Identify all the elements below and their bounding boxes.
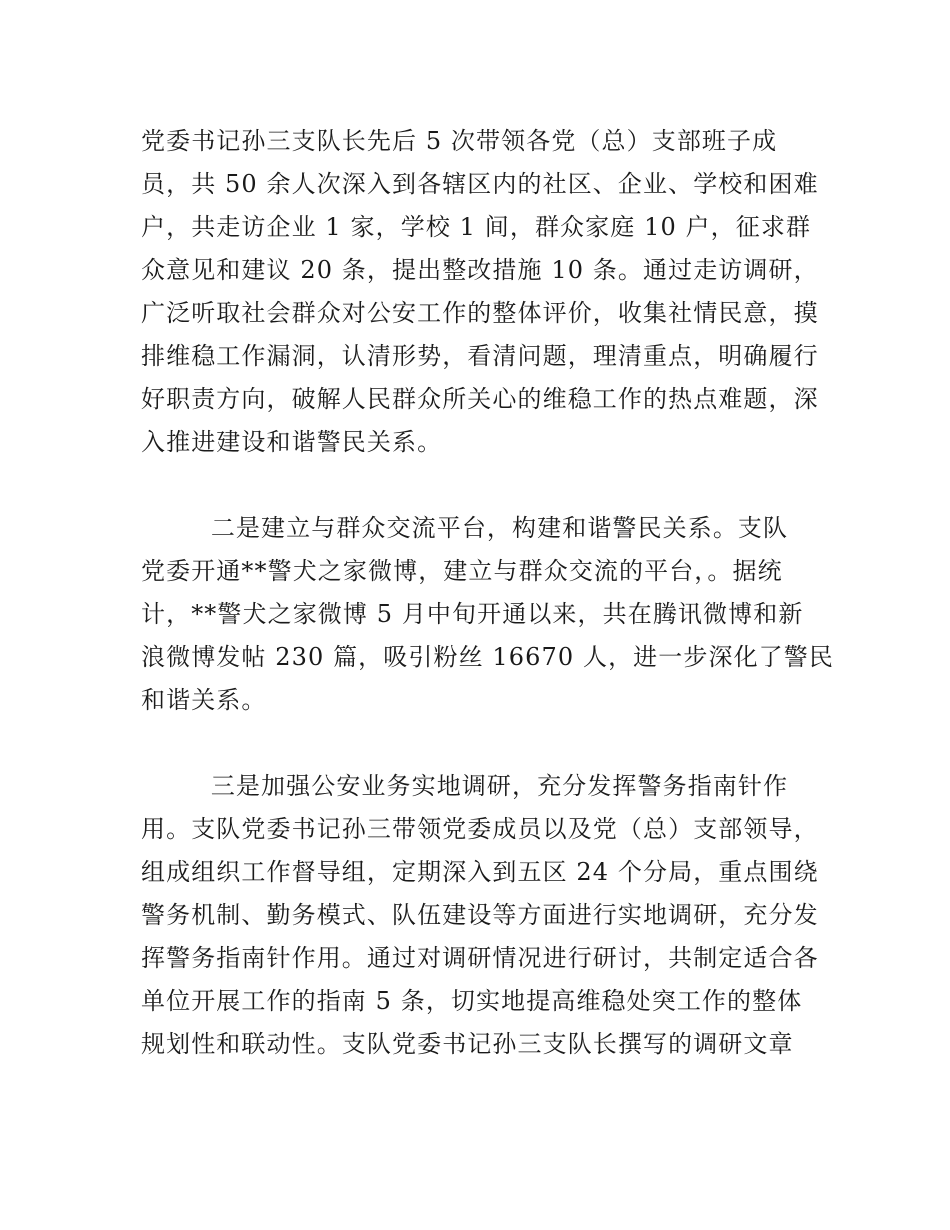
text-line: 户，共走访企业 1 家，学校 1 间，群众家庭 10 户，征求群 xyxy=(141,213,812,241)
paragraph-visits xyxy=(141,120,821,464)
text-line: 入推进建设和谐警民关系。 xyxy=(141,428,443,456)
text-line: 排维稳工作漏洞，认清形势，看清问题，理清重点，明确履行 xyxy=(141,342,819,370)
text-line: 广泛听取社会群众对公安工作的整体评价，收集社情民意，摸 xyxy=(141,299,819,327)
text-line: 警务机制、勤务模式、队伍建设等方面进行实地调研，充分发 xyxy=(141,901,819,929)
text-line: 挥警务指南针作用。通过对调研情况进行研讨，共制定适合各 xyxy=(141,944,819,972)
text-line: 计，**警犬之家微博 5 月中旬开通以来，共在腾讯微博和新 xyxy=(141,600,804,628)
text-line: 浪微博发帖 230 篇，吸引粉丝 16670 人，进一步深化了警民 xyxy=(141,643,834,671)
text-line: 和谐关系。 xyxy=(141,686,267,714)
text-line: 组成组织工作督导组，定期深入到五区 24 个分局，重点围绕 xyxy=(141,858,819,886)
text-line: 单位开展工作的指南 5 条，切实地提高维稳处突工作的整体 xyxy=(141,987,803,1015)
text-line: 党委书记孙三支队长先后 5 次带领各党（总）支部班子成 xyxy=(141,127,778,155)
paragraph-field-research xyxy=(141,765,821,1066)
text-line: 二是建立与群众交流平台，构建和谐警民关系。支队 xyxy=(141,514,789,542)
text-line: 众意见和建议 20 条，提出整改措施 10 条。通过走访调研， xyxy=(141,256,819,284)
text-line: 党委开通**警犬之家微博，建立与群众交流的平台，。据统 xyxy=(141,557,783,585)
text-line: 好职责方向，破解人民群众所关心的维稳工作的热点难题，深 xyxy=(141,385,819,413)
text-line: 用。支队党委书记孙三带领党委成员以及党（总）支部领导， xyxy=(141,815,819,843)
text-line: 员，共 50 余人次深入到各辖区内的社区、企业、学校和困难 xyxy=(141,170,819,198)
text-line: 三是加强公安业务实地调研，充分发挥警务指南针作 xyxy=(141,772,789,800)
text-line: 规划性和联动性。支队党委书记孙三支队长撰写的调研文章 xyxy=(141,1030,794,1058)
paragraph-communication-platform xyxy=(141,507,834,722)
